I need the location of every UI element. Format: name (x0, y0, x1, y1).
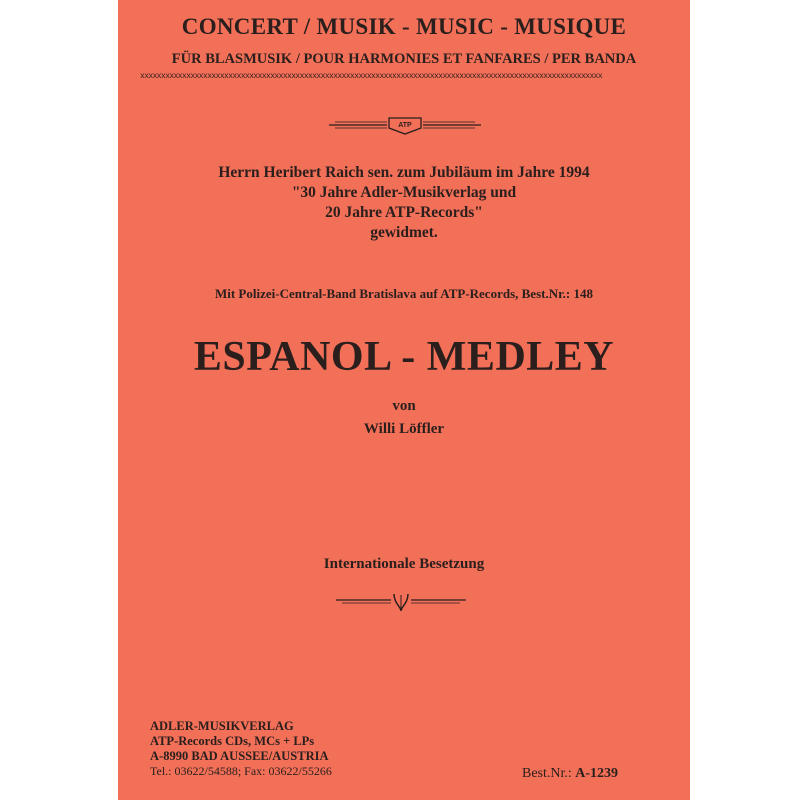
dedication-line: 20 Jahre ATP-Records" (325, 204, 483, 221)
header-subtitle: FÜR BLASMUSIK / POUR HARMONIES ET FANFARES / PER BANDA (171, 51, 637, 67)
dedication-line: "30 Jahre Adler-Musikverlag und (291, 184, 517, 201)
header-title: CONCERT / MUSIK - MUSIC - MUSIQUE (181, 14, 627, 39)
by-label: von (392, 398, 416, 414)
publisher-name: ADLER-MUSIKVERLAG (150, 719, 294, 733)
order-value: A-1239 (575, 766, 619, 781)
dedication-line: gewidmet. (370, 224, 438, 241)
separator-line: xxxxxxxxxxxxxxxxxxxxxxxxxxxxxxxxxxxxxxxxxxxxxxxxxxxxxxxxxxxxxxxxxxxxxxxxxxxxxxxxxxxxxxxxxxxxxxxxxxxxxxxxxxxxxx (140, 72, 603, 81)
dedication (118, 163, 690, 243)
lyre-ornament (336, 591, 466, 613)
piece-title: ESPANOL - MEDLEY (193, 334, 615, 380)
logo-text: ATP (398, 122, 412, 129)
order-number (522, 766, 618, 782)
publisher-address: A-8990 BAD AUSSEE/AUSTRIA (150, 749, 329, 763)
order-label: Best.Nr.: (522, 766, 576, 781)
sheet-music-cover (118, 0, 690, 800)
publisher-block (150, 719, 332, 779)
atp-logo-ornament (329, 114, 481, 136)
instrumentation: Internationale Besetzung (323, 556, 485, 572)
publisher-contact: Tel.: 03622/54588; Fax: 03622/55266 (150, 764, 332, 778)
composer-name: Willi Löffler (363, 421, 445, 437)
dedication-line: Herrn Heribert Raich sen. zum Jubiläum im Jahre 1994 (218, 164, 590, 181)
recording-note: Mit Polizei-Central-Band Bratislava auf ATP-Records, Best.Nr.: 148 (214, 286, 594, 301)
publisher-line: ATP-Records CDs, MCs + LPs (150, 734, 315, 748)
